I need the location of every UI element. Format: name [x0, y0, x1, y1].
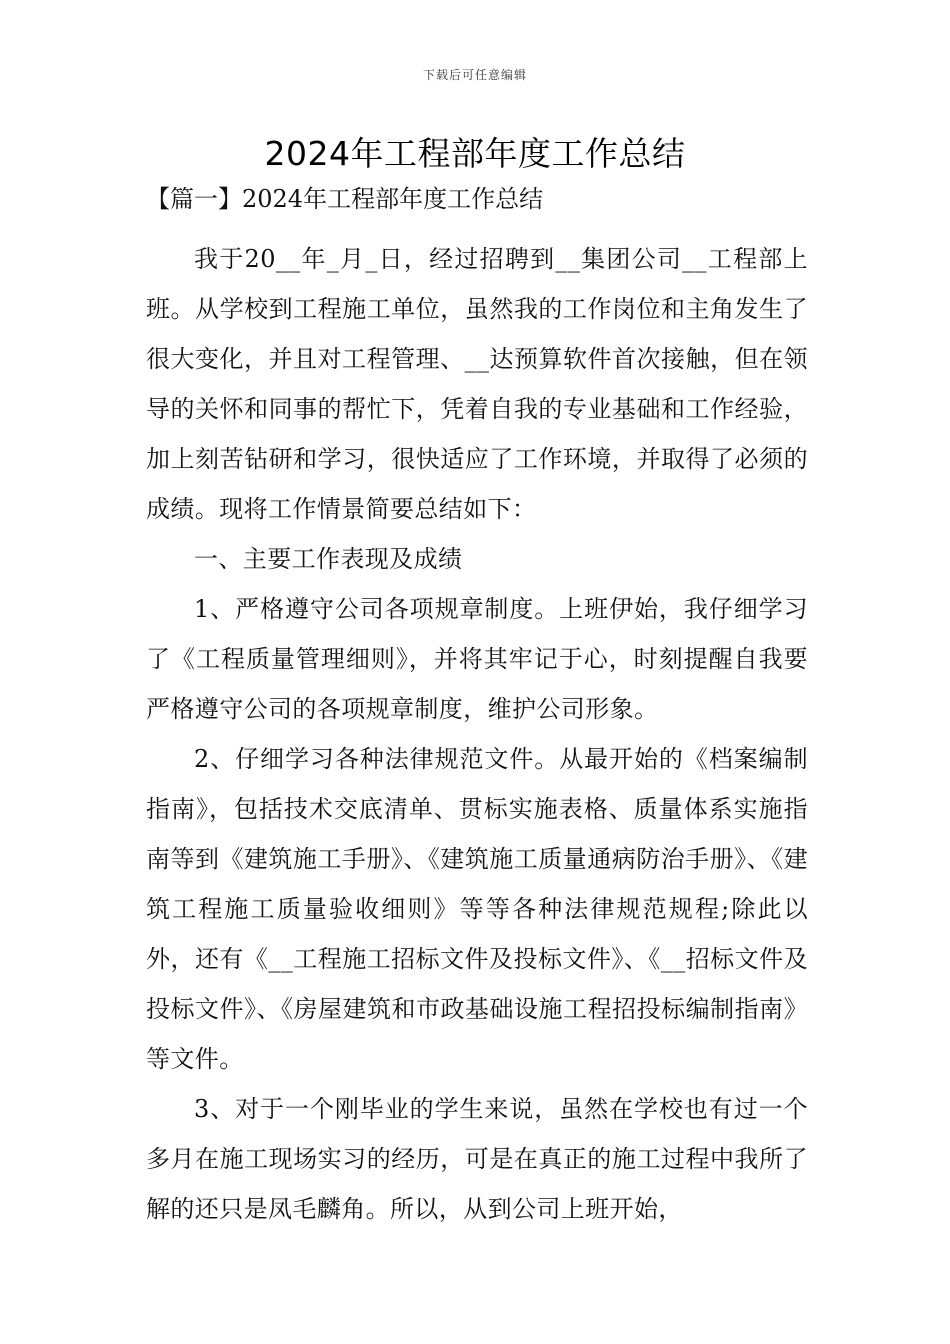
header-note: 下载后可任意编辑 [422, 68, 527, 82]
paragraph-item-2: 2、仔细学习各种法律规范文件。从最开始的《档案编制指南》，包括技术交底清单、贯标实施表格、质量体系实施指南等到《建筑施工手册》、《建筑施工质量通病防治手册》、《建筑工程施工质量验收细则》等等各种法律规范规程;除此以外，还有《__工程施工招标文件及投标文件》、《__招标文件及投标文件》、《房屋建筑和市政基础设施工程招投标编制指南》等文件。 [146, 745, 808, 1073]
document-title: 2024年工程部年度工作总结 [264, 134, 686, 173]
paragraph-heading-main-work: 一、主要工作表现及成绩 [194, 545, 463, 573]
paragraph-item-1: 1、严格遵守公司各项规章制度。上班伊始，我仔细学习了《工程质量管理细则》，并将其牢记于心，时刻提醒自我要严格遵守公司的各项规章制度，维护公司形象。 [146, 595, 808, 723]
document-body [146, 180, 808, 1234]
section-heading: 【篇一】2024年工程部年度工作总结 [146, 185, 544, 213]
paragraph-intro: 我于20__年_月_日，经过招聘到__集团公司__工程部上班。从学校到工程施工单位，虽然我的工作岗位和主角发生了很大变化，并且对工程管理、__达预算软件首次接触，但在领导的关怀和同事的帮忙下，凭着自我的专业基础和工作经验，加上刻苦钻研和学习，很快适应了工作环境，并取得了必须的成绩。现将工作情景简要总结如下： [146, 245, 808, 523]
paragraph-item-3: 3、对于一个刚毕业的学生来说，虽然在学校也有过一个多月在施工现场实习的经历，可是在真正的施工过程中我所了解的还只是凤毛麟角。所以，从到公司上班开始， [146, 1095, 808, 1223]
